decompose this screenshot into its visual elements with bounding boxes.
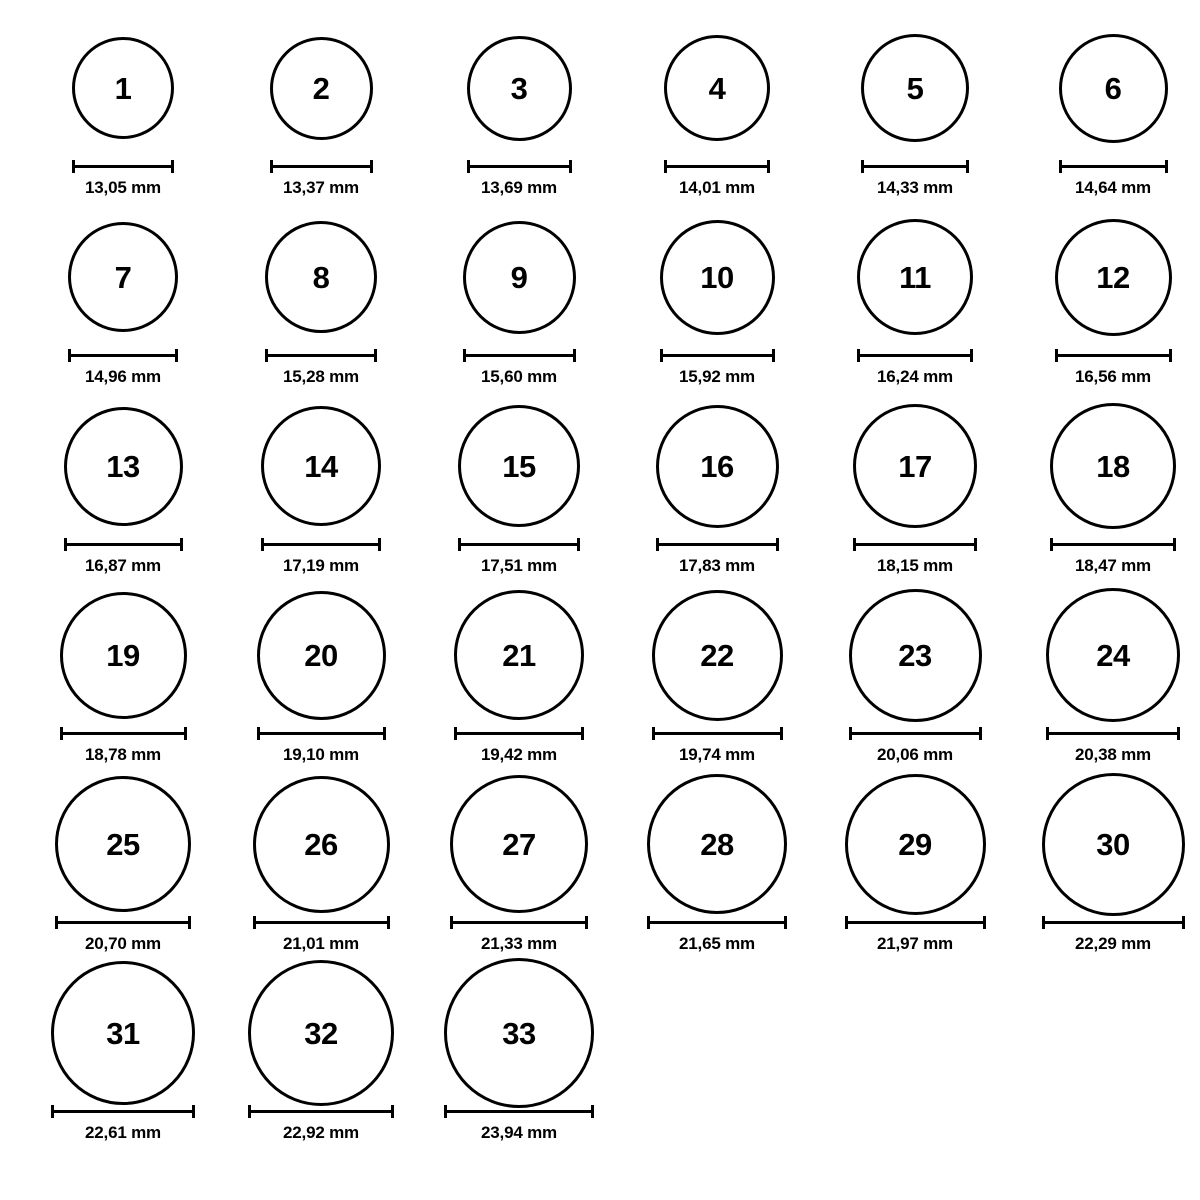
diameter-measure-bar [647, 916, 787, 928]
ring-circle [652, 590, 783, 721]
ring-size-cell [226, 585, 416, 774]
ring-size-cell [820, 585, 1010, 774]
measure-cap-left [55, 916, 58, 929]
diameter-measure-bar [467, 160, 572, 172]
ring-size-cell [622, 774, 812, 963]
ring-size-number: 7 [114, 259, 132, 295]
ring-circle [1050, 403, 1176, 529]
diameter-label: 21,01 mm [283, 934, 359, 953]
ring-circle-wrapper [1018, 18, 1200, 158]
ring-circle-wrapper [424, 18, 614, 158]
ring-circle-wrapper [1018, 207, 1200, 347]
ring-size-cell [28, 585, 218, 774]
measure-line [647, 921, 787, 924]
diameter-label: 22,61 mm [85, 1123, 161, 1142]
ring-size-cell [424, 18, 614, 207]
measure-line [1042, 921, 1185, 924]
measure-cap-right [983, 916, 986, 929]
diameter-measure-bar [55, 916, 191, 928]
measure-line [450, 921, 588, 924]
measure-cap-left [257, 727, 260, 740]
diameter-label: 13,69 mm [481, 178, 557, 197]
measure-line [257, 732, 386, 735]
ring-circle-wrapper [820, 774, 1010, 914]
measure-cap-left [861, 160, 864, 173]
measure-cap-left [265, 349, 268, 362]
measure-line [853, 543, 977, 546]
ring-circle-wrapper [820, 585, 1010, 725]
ring-circle-wrapper [424, 585, 614, 725]
measure-cap-right [1173, 538, 1176, 551]
measure-cap-right [1182, 916, 1185, 929]
diameter-label: 22,29 mm [1075, 934, 1151, 953]
measure-line [270, 165, 373, 168]
ring-size-number: 14 [304, 448, 338, 484]
ring-circle [1059, 34, 1168, 143]
diameter-label: 13,37 mm [283, 178, 359, 197]
diameter-label: 17,51 mm [481, 556, 557, 575]
ring-circle-wrapper [820, 396, 1010, 536]
measure-cap-right [784, 916, 787, 929]
ring-circle [656, 405, 779, 528]
ring-size-number: 20 [304, 637, 338, 673]
diameter-measure-bar [265, 349, 377, 361]
measure-cap-right [374, 349, 377, 362]
diameter-measure-bar [253, 916, 390, 928]
ring-circle [647, 774, 787, 914]
ring-size-number: 32 [304, 1015, 338, 1051]
measure-cap-right [184, 727, 187, 740]
ring-circle-wrapper [622, 18, 812, 158]
diameter-label: 19,74 mm [679, 745, 755, 764]
ring-circle-wrapper [424, 396, 614, 536]
measure-cap-right [192, 1105, 195, 1118]
measure-cap-right [585, 916, 588, 929]
ring-circle-wrapper [226, 207, 416, 347]
ring-circle [463, 221, 576, 334]
ring-circle [68, 222, 178, 332]
diameter-measure-bar [450, 916, 588, 928]
ring-circle [458, 405, 580, 527]
measure-line [857, 354, 973, 357]
measure-cap-right [569, 160, 572, 173]
diameter-measure-bar [857, 349, 973, 361]
ring-circle-wrapper [28, 18, 218, 158]
ring-circle-wrapper [28, 207, 218, 347]
diameter-measure-bar [845, 916, 986, 928]
ring-size-cell [1018, 585, 1200, 774]
ring-size-cell [820, 774, 1010, 963]
measure-cap-left [664, 160, 667, 173]
diameter-label: 18,78 mm [85, 745, 161, 764]
diameter-label: 16,87 mm [85, 556, 161, 575]
diameter-measure-bar [64, 538, 183, 550]
diameter-measure-bar [257, 727, 386, 739]
measure-cap-left [463, 349, 466, 362]
ring-size-cell [226, 963, 416, 1152]
diameter-measure-bar [68, 349, 178, 361]
ring-circle [257, 591, 386, 720]
measure-cap-left [647, 916, 650, 929]
measure-cap-left [660, 349, 663, 362]
ring-size-cell [622, 396, 812, 585]
ring-size-cell [424, 207, 614, 396]
measure-cap-left [261, 538, 264, 551]
diameter-label: 23,94 mm [481, 1123, 557, 1142]
measure-line [60, 732, 187, 735]
diameter-measure-bar [458, 538, 580, 550]
ring-size-number: 22 [700, 637, 734, 673]
measure-line [1046, 732, 1180, 735]
measure-cap-left [652, 727, 655, 740]
ring-size-cell [820, 207, 1010, 396]
diameter-measure-bar [51, 1105, 195, 1117]
ring-size-number: 25 [106, 826, 140, 862]
ring-circle-wrapper [28, 963, 218, 1103]
ring-circle [55, 776, 191, 912]
measure-cap-left [444, 1105, 447, 1118]
ring-circle-wrapper [1018, 585, 1200, 725]
diameter-label: 20,38 mm [1075, 745, 1151, 764]
ring-circle [265, 221, 377, 333]
measure-cap-right [581, 727, 584, 740]
measure-cap-right [970, 349, 973, 362]
measure-cap-left [51, 1105, 54, 1118]
measure-line [68, 354, 178, 357]
ring-size-cell [226, 18, 416, 207]
measure-cap-left [467, 160, 470, 173]
measure-cap-left [454, 727, 457, 740]
measure-cap-right [780, 727, 783, 740]
measure-line [64, 543, 183, 546]
ring-circle-wrapper [28, 774, 218, 914]
measure-cap-left [853, 538, 856, 551]
diameter-label: 15,60 mm [481, 367, 557, 386]
measure-line [248, 1110, 394, 1113]
ring-circle-wrapper [1018, 396, 1200, 536]
ring-size-number: 29 [898, 826, 932, 862]
diameter-label: 16,56 mm [1075, 367, 1151, 386]
diameter-measure-bar [660, 349, 775, 361]
ring-size-cell [622, 585, 812, 774]
ring-size-cell [424, 774, 614, 963]
measure-line [656, 543, 779, 546]
measure-line [253, 921, 390, 924]
ring-circle [467, 36, 572, 141]
ring-circle [1046, 588, 1180, 722]
ring-circle-wrapper [424, 774, 614, 914]
measure-line [849, 732, 982, 735]
ring-size-cell [1018, 18, 1200, 207]
ring-circle-wrapper [622, 207, 812, 347]
measure-cap-left [1046, 727, 1049, 740]
diameter-measure-bar [261, 538, 381, 550]
diameter-label: 22,92 mm [283, 1123, 359, 1142]
ring-size-cell [424, 396, 614, 585]
measure-cap-right [378, 538, 381, 551]
measure-cap-right [171, 160, 174, 173]
ring-size-cell [28, 207, 218, 396]
ring-circle-wrapper [424, 207, 614, 347]
measure-cap-right [772, 349, 775, 362]
ring-circle [51, 961, 195, 1105]
ring-size-number: 31 [106, 1015, 140, 1051]
ring-size-cell [226, 396, 416, 585]
measure-cap-right [370, 160, 373, 173]
diameter-label: 15,92 mm [679, 367, 755, 386]
measure-cap-right [979, 727, 982, 740]
measure-line [444, 1110, 594, 1113]
measure-line [1050, 543, 1176, 546]
measure-cap-right [1177, 727, 1180, 740]
measure-cap-left [1050, 538, 1053, 551]
diameter-label: 14,96 mm [85, 367, 161, 386]
diameter-label: 19,42 mm [481, 745, 557, 764]
ring-size-number: 17 [898, 448, 932, 484]
diameter-measure-bar [861, 160, 969, 172]
ring-circle-wrapper [820, 18, 1010, 158]
diameter-label: 20,06 mm [877, 745, 953, 764]
ring-size-number: 15 [502, 448, 536, 484]
measure-line [55, 921, 191, 924]
measure-line [51, 1110, 195, 1113]
diameter-measure-bar [1046, 727, 1180, 739]
measure-cap-left [1059, 160, 1062, 173]
measure-cap-left [849, 727, 852, 740]
ring-size-cell [28, 774, 218, 963]
measure-cap-right [188, 916, 191, 929]
measure-cap-left [458, 538, 461, 551]
measure-cap-right [1169, 349, 1172, 362]
ring-circle [261, 406, 381, 526]
ring-size-cell [622, 18, 812, 207]
ring-circle [248, 960, 394, 1106]
diameter-measure-bar [270, 160, 373, 172]
ring-size-number: 30 [1096, 826, 1130, 862]
diameter-measure-bar [463, 349, 576, 361]
ring-circle [660, 220, 775, 335]
diameter-label: 14,64 mm [1075, 178, 1151, 197]
ring-size-number: 21 [502, 637, 536, 673]
measure-cap-right [175, 349, 178, 362]
ring-circle [60, 592, 187, 719]
ring-size-number: 3 [510, 70, 528, 106]
measure-cap-left [450, 916, 453, 929]
diameter-measure-bar [849, 727, 982, 739]
ring-circle-wrapper [622, 585, 812, 725]
ring-circle-wrapper [28, 396, 218, 536]
measure-line [72, 165, 174, 168]
measure-cap-right [180, 538, 183, 551]
ring-size-number: 4 [708, 70, 726, 106]
ring-circle [853, 404, 977, 528]
ring-size-cell [226, 774, 416, 963]
diameter-label: 21,97 mm [877, 934, 953, 953]
ring-size-number: 19 [106, 637, 140, 673]
measure-cap-left [845, 916, 848, 929]
ring-circle-wrapper [424, 963, 614, 1103]
measure-cap-left [857, 349, 860, 362]
measure-cap-right [391, 1105, 394, 1118]
measure-cap-left [270, 160, 273, 173]
ring-size-cell [1018, 774, 1200, 963]
ring-size-cell [820, 18, 1010, 207]
measure-line [454, 732, 584, 735]
ring-circle [253, 776, 390, 913]
ring-circle-wrapper [226, 18, 416, 158]
ring-size-number: 28 [700, 826, 734, 862]
diameter-measure-bar [72, 160, 174, 172]
ring-circle [664, 35, 770, 141]
ring-circle-wrapper [226, 585, 416, 725]
diameter-measure-bar [454, 727, 584, 739]
diameter-measure-bar [1050, 538, 1176, 550]
ring-size-cell [820, 396, 1010, 585]
measure-cap-left [60, 727, 63, 740]
measure-line [467, 165, 572, 168]
ring-size-number: 6 [1104, 70, 1122, 106]
diameter-label: 18,47 mm [1075, 556, 1151, 575]
ring-circle [1042, 773, 1185, 916]
ring-size-cell [28, 18, 218, 207]
diameter-label: 17,83 mm [679, 556, 755, 575]
measure-cap-right [1165, 160, 1168, 173]
measure-cap-left [68, 349, 71, 362]
measure-cap-right [767, 160, 770, 173]
ring-size-number: 23 [898, 637, 932, 673]
ring-circle [861, 34, 969, 142]
measure-line [652, 732, 783, 735]
diameter-label: 18,15 mm [877, 556, 953, 575]
measure-cap-left [1055, 349, 1058, 362]
ring-size-cell [28, 963, 218, 1152]
diameter-measure-bar [1059, 160, 1168, 172]
ring-circle [444, 958, 594, 1108]
ring-size-number: 1 [114, 70, 132, 106]
ring-size-number: 13 [106, 448, 140, 484]
measure-cap-left [253, 916, 256, 929]
diameter-label: 17,19 mm [283, 556, 359, 575]
ring-size-number: 9 [510, 259, 528, 295]
measure-line [660, 354, 775, 357]
diameter-label: 13,05 mm [85, 178, 161, 197]
diameter-label: 21,65 mm [679, 934, 755, 953]
ring-size-cell [1018, 396, 1200, 585]
measure-cap-left [656, 538, 659, 551]
ring-circle [454, 590, 584, 720]
measure-line [861, 165, 969, 168]
ring-size-number: 5 [906, 70, 924, 106]
ring-size-number: 8 [312, 259, 330, 295]
ring-circle-wrapper [226, 963, 416, 1103]
ring-size-cell [622, 207, 812, 396]
measure-cap-left [64, 538, 67, 551]
ring-size-number: 11 [899, 259, 931, 295]
diameter-measure-bar [1042, 916, 1185, 928]
diameter-label: 20,70 mm [85, 934, 161, 953]
ring-size-number: 12 [1096, 259, 1130, 295]
measure-line [845, 921, 986, 924]
ring-circle-wrapper [28, 585, 218, 725]
ring-circle-wrapper [820, 207, 1010, 347]
ring-size-cell [226, 207, 416, 396]
measure-cap-left [1042, 916, 1045, 929]
measure-cap-left [72, 160, 75, 173]
measure-line [265, 354, 377, 357]
diameter-measure-bar [664, 160, 770, 172]
ring-size-cell [424, 963, 614, 1152]
measure-cap-right [776, 538, 779, 551]
measure-cap-right [966, 160, 969, 173]
diameter-measure-bar [1055, 349, 1172, 361]
ring-circle-wrapper [226, 396, 416, 536]
measure-cap-right [383, 727, 386, 740]
ring-size-cell [28, 396, 218, 585]
measure-line [463, 354, 576, 357]
ring-size-number: 2 [312, 70, 330, 106]
ring-size-number: 10 [700, 259, 734, 295]
measure-line [1055, 354, 1172, 357]
ring-circle-wrapper [622, 774, 812, 914]
ring-size-cell [424, 585, 614, 774]
measure-line [458, 543, 580, 546]
diameter-measure-bar [60, 727, 187, 739]
measure-cap-right [591, 1105, 594, 1118]
measure-cap-left [248, 1105, 251, 1118]
ring-size-number: 18 [1096, 448, 1130, 484]
ring-size-number: 24 [1096, 637, 1130, 673]
diameter-measure-bar [853, 538, 977, 550]
ring-circle [64, 407, 183, 526]
ring-size-number: 33 [502, 1015, 536, 1051]
diameter-measure-bar [444, 1105, 594, 1117]
ring-size-number: 27 [502, 826, 536, 862]
measure-cap-right [573, 349, 576, 362]
diameter-label: 21,33 mm [481, 934, 557, 953]
measure-line [1059, 165, 1168, 168]
diameter-label: 14,33 mm [877, 178, 953, 197]
diameter-label: 16,24 mm [877, 367, 953, 386]
diameter-label: 19,10 mm [283, 745, 359, 764]
ring-circle-wrapper [1018, 774, 1200, 914]
ring-circle [450, 775, 588, 913]
ring-circle-wrapper [622, 396, 812, 536]
ring-circle [857, 219, 973, 335]
ring-circle [270, 37, 373, 140]
diameter-measure-bar [652, 727, 783, 739]
measure-cap-right [387, 916, 390, 929]
diameter-label: 14,01 mm [679, 178, 755, 197]
measure-line [261, 543, 381, 546]
diameter-measure-bar [248, 1105, 394, 1117]
ring-size-number: 16 [700, 448, 734, 484]
ring-size-cell [1018, 207, 1200, 396]
ring-circle-wrapper [226, 774, 416, 914]
measure-line [664, 165, 770, 168]
ring-circle [845, 774, 986, 915]
diameter-measure-bar [656, 538, 779, 550]
diameter-label: 15,28 mm [283, 367, 359, 386]
ring-size-number: 26 [304, 826, 338, 862]
ring-circle [72, 37, 174, 139]
measure-cap-right [577, 538, 580, 551]
ring-circle [849, 589, 982, 722]
measure-cap-right [974, 538, 977, 551]
ring-circle [1055, 219, 1172, 336]
